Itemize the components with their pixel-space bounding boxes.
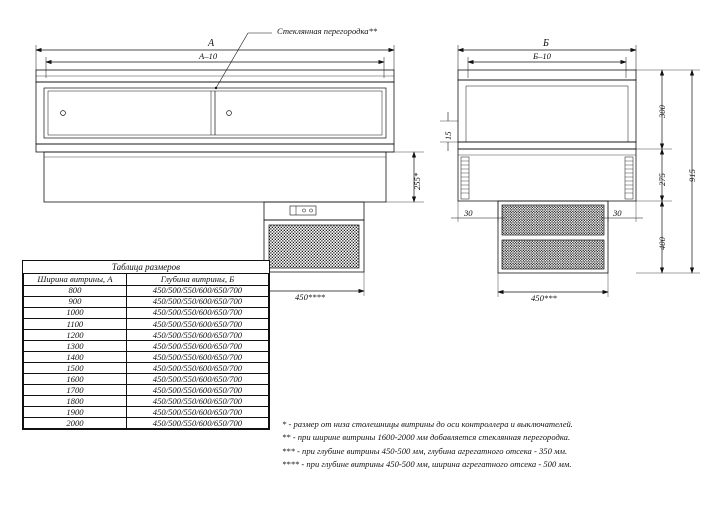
cell-width: 1300: [24, 341, 127, 352]
cell-depth: 450/500/550/600/650/700: [126, 396, 268, 407]
label-dim-450-side: 450***: [531, 293, 557, 303]
table-row: [24, 352, 269, 363]
cell-width: 1500: [24, 363, 127, 374]
footnotes: [282, 418, 710, 471]
footnote-2: ** - при ширине витрины 1600-2000 мм добавляется стеклянная перегородка.: [282, 432, 571, 443]
cell-width: 1600: [24, 374, 127, 385]
cell-depth: 450/500/550/600/650/700: [126, 296, 268, 307]
footnote-3: *** - при глубине витрины 450-500 мм, глубина агрегатного отсека - 350 мм.: [282, 445, 568, 456]
cell-width: 2000: [24, 418, 127, 429]
cell-depth: 450/500/550/600/650/700: [126, 307, 268, 318]
label-dim-30-left: 30: [464, 208, 473, 218]
cell-depth: 450/500/550/600/650/700: [126, 385, 268, 396]
table-row: [24, 418, 269, 429]
label-dim-30-right: 30: [613, 208, 622, 218]
table-row: [24, 374, 269, 385]
cell-depth: 450/500/550/600/650/700: [126, 319, 268, 330]
label-dim-915: 915: [687, 169, 697, 182]
cell-depth: 450/500/550/600/650/700: [126, 374, 268, 385]
table-header-row: [24, 273, 269, 285]
label-glass-partition: Стеклянная перегородка**: [277, 26, 378, 36]
footnote-1: * - размер от низа столешницы витрины до оси контроллера и выключателей.: [282, 419, 573, 429]
table-header-width: Ширина витрины, А: [24, 273, 127, 285]
table-row: [24, 330, 269, 341]
label-dim-400: 400: [657, 237, 667, 250]
cell-width: 1400: [24, 352, 127, 363]
label-dim-A-10: А–10: [199, 51, 218, 61]
cell-width: 1000: [24, 307, 127, 318]
footnote-4: **** - при глубине витрины 450-500 мм, ширина агрегатного отсека - 500 мм.: [282, 458, 572, 469]
table-row: [24, 307, 269, 318]
cell-width: 1100: [24, 319, 127, 330]
label-dim-255: 255*: [412, 172, 422, 190]
table-row: [24, 363, 269, 374]
table-row: [24, 396, 269, 407]
label-dim-B-10: Б–10: [533, 51, 551, 61]
dimension-table-body: [24, 261, 269, 429]
table-row: [24, 296, 269, 307]
table-title: Таблица размеров: [24, 261, 269, 273]
table-title-row: [24, 261, 269, 273]
cell-depth: 450/500/550/600/650/700: [126, 330, 268, 341]
cell-width: 1800: [24, 396, 127, 407]
cell-width: 1700: [24, 385, 127, 396]
dimension-table: [22, 260, 270, 430]
cell-depth: 450/500/550/600/650/700: [126, 363, 268, 374]
table-row: [24, 341, 269, 352]
cell-depth: 450/500/550/600/650/700: [126, 407, 268, 418]
cell-width: 800: [24, 285, 127, 296]
cell-depth: 450/500/550/600/650/700: [126, 418, 268, 429]
cell-depth: 450/500/550/600/650/700: [126, 352, 268, 363]
table-header-depth: Глубина витрины, Б: [126, 273, 268, 285]
label-dim-B: Б: [543, 38, 549, 49]
cell-width: 900: [24, 296, 127, 307]
table-row: [24, 285, 269, 296]
label-dim-300: 300: [657, 105, 667, 118]
label-dim-450-front: 450****: [295, 292, 326, 302]
label-dim-15: 15: [443, 131, 453, 140]
cell-depth: 450/500/550/600/650/700: [126, 341, 268, 352]
table-row: [24, 407, 269, 418]
table-row: [24, 319, 269, 330]
cell-depth: 450/500/550/600/650/700: [126, 285, 268, 296]
table-row: [24, 385, 269, 396]
label-dim-275: 275: [657, 173, 667, 186]
cell-width: 1900: [24, 407, 127, 418]
label-dim-A: А: [208, 38, 215, 49]
cell-width: 1200: [24, 330, 127, 341]
